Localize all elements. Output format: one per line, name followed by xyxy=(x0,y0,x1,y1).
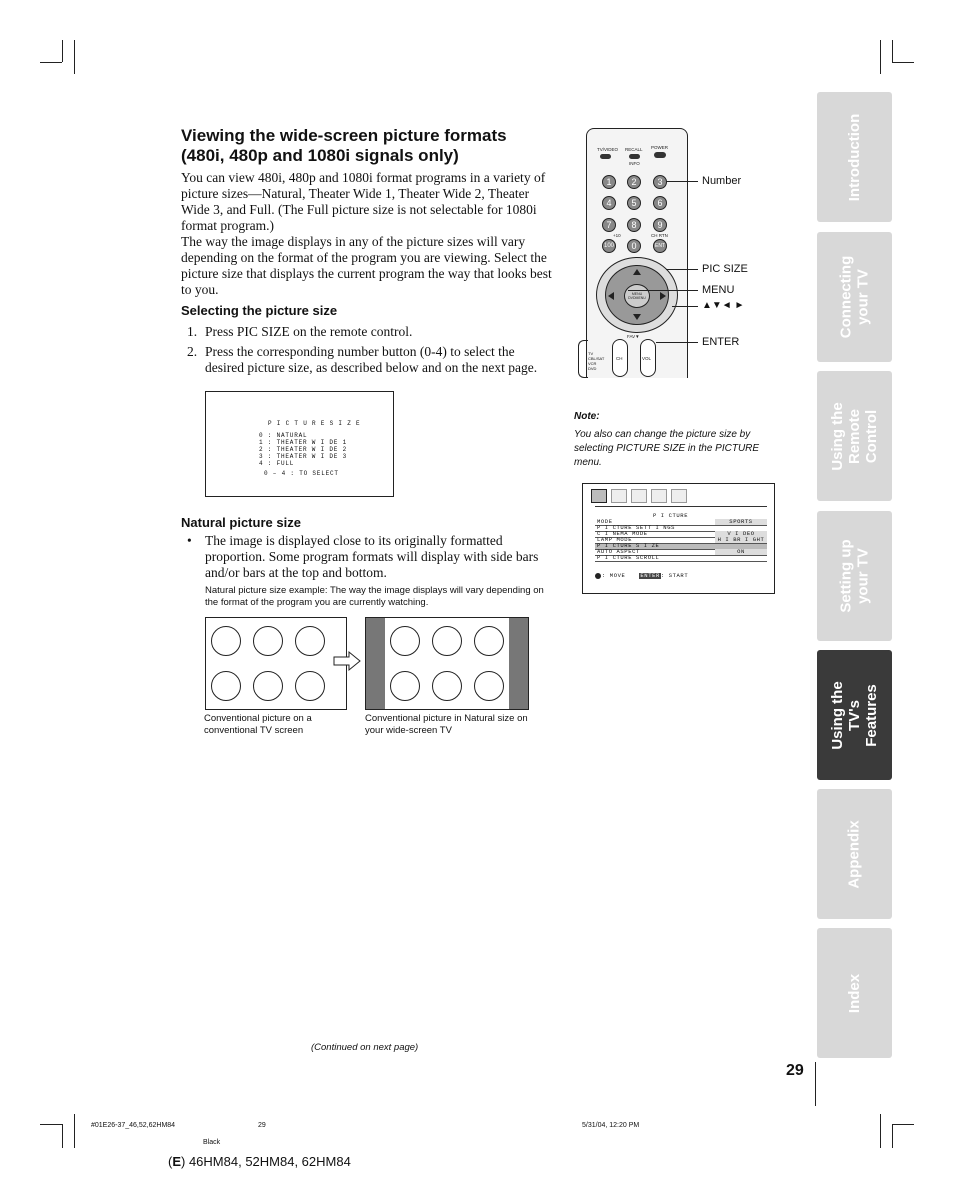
picture-circle xyxy=(211,671,241,701)
remote-control-illustration xyxy=(586,128,688,378)
tab-label: Using the Remote Control xyxy=(829,401,880,471)
tab-label: Introduction xyxy=(846,113,864,201)
number-3-button[interactable]: 3 xyxy=(653,175,667,189)
caption-conventional: Conventional picture on a conventional TV screen xyxy=(204,713,312,736)
menu-row-label: LAMP MODE xyxy=(597,536,633,543)
callout-arrows: ▲▼◄ ► xyxy=(702,300,745,311)
tab-label: Connecting your TV xyxy=(837,255,872,339)
menu-row-label: AUTO ASPECT xyxy=(597,548,640,555)
tab-features[interactable] xyxy=(817,650,892,780)
mode-selector[interactable] xyxy=(588,351,605,379)
osd-option: 1 : THEATER W I DE 1 xyxy=(259,439,348,446)
callout-line xyxy=(666,269,698,270)
number-4-button[interactable]: 4 xyxy=(602,196,616,210)
picture-menu-osd xyxy=(582,483,775,594)
right-arrow-icon[interactable] xyxy=(660,292,666,300)
crop-mark xyxy=(62,1124,63,1148)
osd-option: 4 : FULL xyxy=(259,460,295,467)
tab-connecting[interactable] xyxy=(817,232,892,362)
menu-enter-button[interactable] xyxy=(624,284,650,308)
page-number-rule xyxy=(815,1062,816,1106)
remote-label-vol: VOL xyxy=(642,356,652,361)
tab-label: Index xyxy=(846,973,863,1013)
picture-circle xyxy=(390,626,420,656)
crop-mark xyxy=(880,40,881,74)
remote-label-fav-down: FAV▼ xyxy=(627,334,640,339)
menu-divider xyxy=(595,506,767,507)
intro-paragraph-1: You can view 480i, 480p and 1080i format programs in a variety of picture sizes—Natural, Theater Wide 1, Theater Wide 2, Theater Wide 3, and Full. (The Full picture size is not selectable for 1080i format program.) xyxy=(181,170,546,233)
menu-row-value: H I BR I GHT xyxy=(715,537,767,543)
menu-center-label: MENU DVDMENU xyxy=(628,292,646,300)
picture-circle xyxy=(390,671,420,701)
picture-circle xyxy=(474,671,504,701)
remote-label-ch: CH xyxy=(616,356,623,361)
number-9-button[interactable]: 9 xyxy=(653,218,667,232)
up-arrow-icon[interactable] xyxy=(633,269,641,275)
footer-date: 5/31/04, 12:20 PM xyxy=(582,1122,640,1129)
picture-menu-footer xyxy=(595,573,688,579)
number-2-button[interactable]: 2 xyxy=(627,175,641,189)
remote-label-plus10: +10 xyxy=(613,233,621,238)
step-item xyxy=(187,344,557,376)
bullet-text: The image is displayed close to its originally formatted proportion. Some program formats will display with side bars and/or bars at the top and bottom. xyxy=(205,533,539,580)
section-heading-selecting: Selecting the picture size xyxy=(181,303,338,318)
model-list: ) 46HM84, 52HM84, 62HM84 xyxy=(181,1154,351,1169)
title-line-1: Viewing the wide-screen picture formats xyxy=(181,126,507,145)
remote-side-bump xyxy=(578,340,588,378)
callout-pic-size: PIC SIZE xyxy=(702,263,748,275)
osd-title: P I C T U R E S I Z E xyxy=(268,420,361,427)
picture-menu-title: P I CTURE xyxy=(653,512,689,519)
crop-mark xyxy=(892,1124,893,1148)
crop-mark xyxy=(880,1114,881,1148)
continued-note: (Continued on next page) xyxy=(311,1042,419,1053)
crop-mark xyxy=(74,40,75,74)
menu-row-label: MODE xyxy=(597,518,613,525)
applications-menu-icon[interactable] xyxy=(651,489,667,503)
model-e: E xyxy=(172,1154,182,1169)
picture-circle xyxy=(253,671,283,701)
tab-index[interactable] xyxy=(817,928,892,1058)
footer-page: 29 xyxy=(258,1122,266,1129)
osd-option: 2 : THEATER W I DE 2 xyxy=(259,446,348,453)
menu-row-label: P I CTURE SCROLL xyxy=(597,554,660,561)
audio-menu-icon[interactable] xyxy=(611,489,627,503)
crop-mark xyxy=(892,1124,914,1125)
step-text: Press PIC SIZE on the remote control. xyxy=(205,324,413,339)
bullet-mark: • xyxy=(187,533,192,548)
picture-circle xyxy=(211,626,241,656)
remote-label-recall: RECALL xyxy=(625,147,643,152)
picture-circle xyxy=(295,626,325,656)
power-button[interactable] xyxy=(654,152,666,158)
remote-label-tv-video: TV/VIDEO xyxy=(597,147,619,152)
natural-example-text: Natural picture size example: The way the image displays will vary depending on the format of the program you are currently watching. xyxy=(205,585,544,608)
mode-label: DVD xyxy=(588,366,597,371)
callout-enter: ENTER xyxy=(702,336,740,348)
intro-paragraph-2: The way the image displays in any of the picture sizes will vary depending on the format of the program you are viewing. Select the picture size that displays the current program the way that looks best to you. xyxy=(181,234,552,297)
remote-label-info: INFO xyxy=(629,161,640,166)
crop-mark xyxy=(74,1114,75,1148)
osd-option: 3 : THEATER W I DE 3 xyxy=(259,453,348,460)
crop-mark xyxy=(892,40,893,62)
number-1-button[interactable]: 1 xyxy=(602,175,616,189)
number-6-button[interactable]: 6 xyxy=(653,196,667,210)
osd-footer: 0 – 4 : TO SELECT xyxy=(264,470,339,477)
picture-menu-icon[interactable] xyxy=(591,489,607,503)
menu-row-label: P I CTURE SETT I NGS xyxy=(597,524,676,531)
recall-button[interactable] xyxy=(629,154,640,159)
callout-menu: MENU xyxy=(702,284,735,296)
step-number: 2. xyxy=(187,344,198,359)
tv-video-button[interactable] xyxy=(600,154,611,159)
page-title xyxy=(181,126,561,166)
picture-circle xyxy=(432,626,462,656)
picture-circle xyxy=(474,626,504,656)
caption-natural: Conventional picture in Natural size on your wide-screen TV xyxy=(365,713,528,736)
remote-label-chrtn: CH RTN xyxy=(651,233,668,238)
right-arrow-icon xyxy=(333,650,361,672)
locks-menu-icon[interactable] xyxy=(671,489,687,503)
number-7-button[interactable]: 7 xyxy=(602,218,616,232)
tab-setting-up[interactable] xyxy=(817,511,892,641)
footer-start: : START xyxy=(660,572,689,579)
step-text: Press the corresponding number button (0-4) to select the desired picture size, as described below and on the next page. xyxy=(205,344,538,375)
picture-circle xyxy=(295,671,325,701)
tab-label: Setting up your TV xyxy=(837,539,872,613)
footer-model xyxy=(168,1154,351,1169)
number-0-button[interactable]: 0 xyxy=(627,239,641,253)
menu-row-label: C I NEMA MODE xyxy=(597,530,648,537)
tab-label: Using the TV's Features xyxy=(829,680,880,750)
mode-label: VCR xyxy=(588,361,597,366)
tab-appendix[interactable] xyxy=(817,789,892,919)
page-number: 29 xyxy=(786,1062,804,1079)
tab-remote-control[interactable] xyxy=(817,371,892,501)
tab-label: Appendix xyxy=(846,819,863,889)
conventional-tv-picture xyxy=(205,617,347,710)
title-line-2: (480i, 480p and 1080i signals only) xyxy=(181,146,459,165)
crop-mark xyxy=(40,1124,62,1125)
picture-circle xyxy=(253,626,283,656)
crop-mark xyxy=(62,40,63,62)
callout-number: Number xyxy=(702,175,742,187)
menu-row-value: SPORTS xyxy=(715,519,767,525)
down-arrow-icon[interactable] xyxy=(633,314,641,320)
menu-row[interactable] xyxy=(595,556,767,562)
left-arrow-icon[interactable] xyxy=(608,292,614,300)
callout-line xyxy=(656,342,698,343)
joystick-icon xyxy=(595,573,601,579)
footer-color: Black xyxy=(203,1139,221,1146)
callout-line xyxy=(666,181,698,182)
menu-row-value: ON xyxy=(715,549,767,555)
menu-icon-bar xyxy=(591,489,691,505)
crop-mark xyxy=(892,62,914,63)
note-label: Note: xyxy=(574,411,600,422)
number-100-button[interactable]: 100 xyxy=(602,239,616,253)
number-8-button[interactable]: 8 xyxy=(627,218,641,232)
number-5-button[interactable]: 5 xyxy=(627,196,641,210)
footer-enter: ENTER xyxy=(640,572,660,579)
mode-label: CBL/SAT xyxy=(588,356,605,361)
picture-size-osd xyxy=(205,391,394,497)
tab-introduction[interactable] xyxy=(817,92,892,222)
section-heading-natural: Natural picture size xyxy=(181,515,301,530)
footer-file: #01E26-37_46,52,62HM84 xyxy=(91,1122,176,1129)
ent-button[interactable]: ENT xyxy=(653,239,667,253)
crop-mark xyxy=(40,62,62,63)
step-item xyxy=(187,324,557,340)
menu-row-label: P I CTURE S I ZE xyxy=(597,542,660,549)
osd-option: 0 : NATURAL xyxy=(259,432,308,439)
callout-line xyxy=(672,306,698,307)
step-number: 1. xyxy=(187,324,198,339)
callout-line xyxy=(628,290,698,291)
note-text: You also can change the picture size by selecting PICTURE SIZE in the PICTURE menu. xyxy=(574,429,760,468)
mode-label: TV xyxy=(588,351,594,356)
picture-circle xyxy=(432,671,462,701)
setup-menu-icon[interactable] xyxy=(631,489,647,503)
remote-label-power: POWER xyxy=(651,145,669,150)
model-prefix: ( xyxy=(168,1154,173,1169)
step-list xyxy=(187,324,557,376)
footer-move: : MOVE xyxy=(602,572,626,579)
natural-widescreen-picture xyxy=(365,617,529,710)
natural-bullet xyxy=(187,533,557,581)
menu-row-value: V I DEO xyxy=(715,531,767,537)
